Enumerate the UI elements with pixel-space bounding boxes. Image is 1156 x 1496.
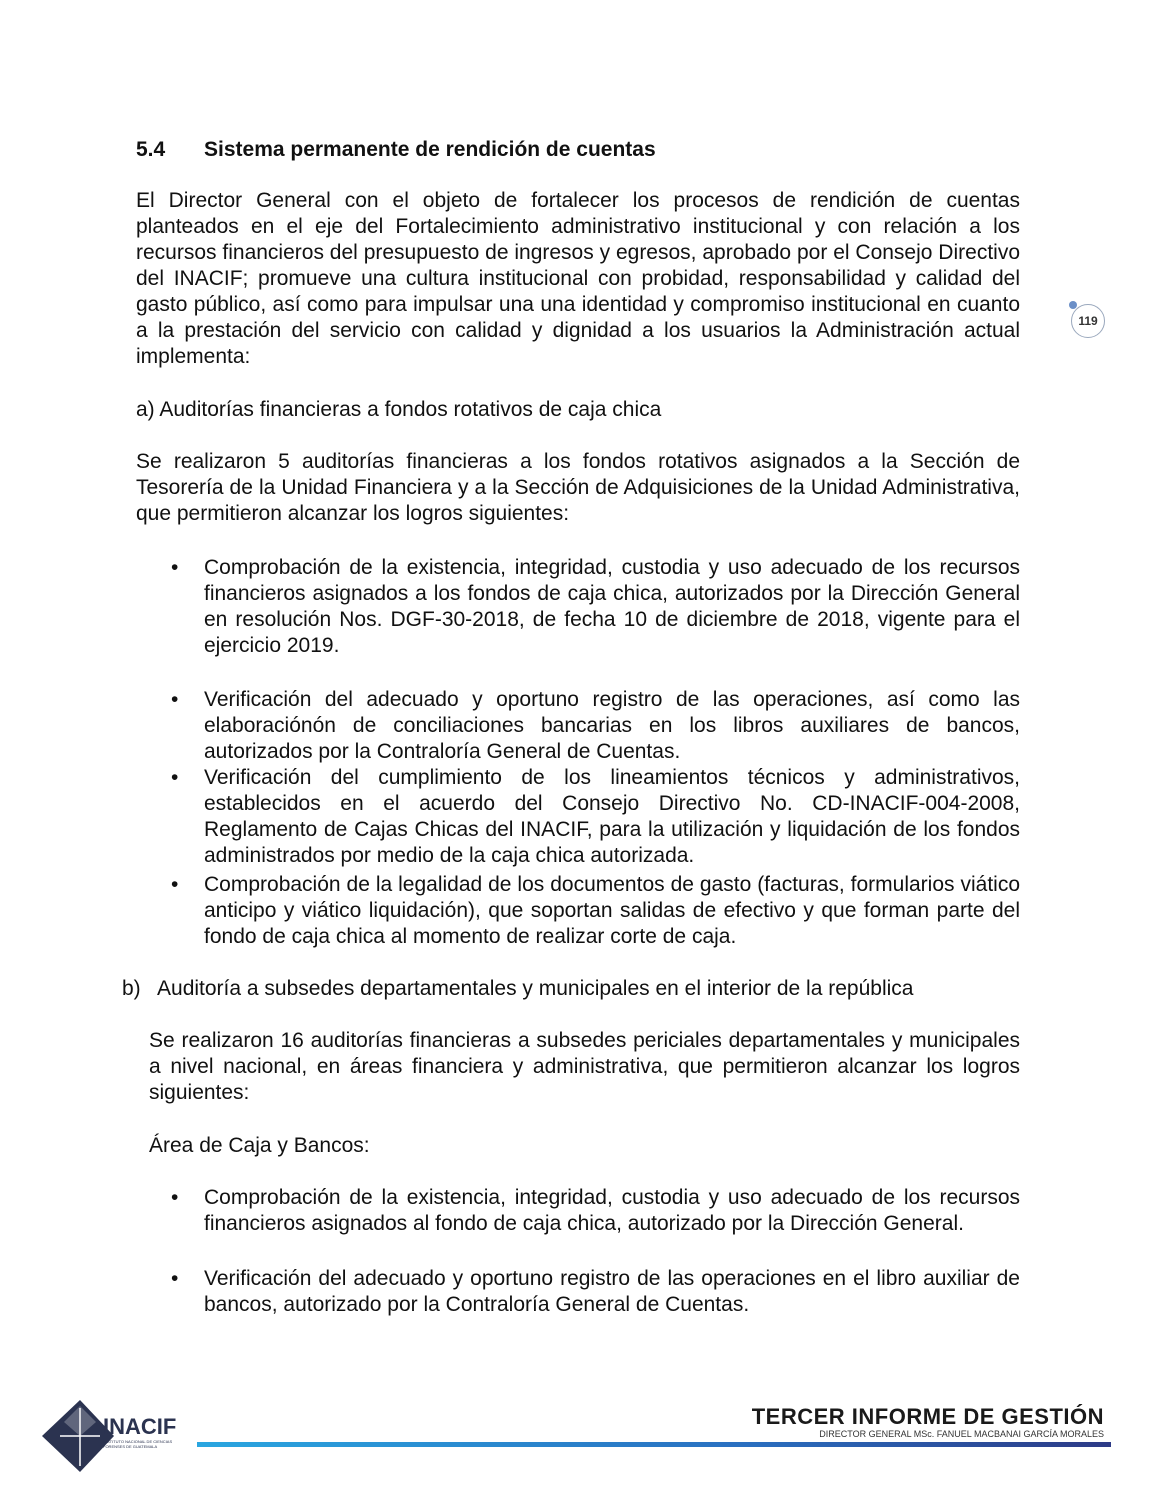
list-item: • Comprobación de la existencia, integridad, custodia y uso adecuado de los recursos financieros asignados al fondo de caja chica, autorizado por la Dirección General. xyxy=(204,1185,1020,1237)
footer-divider xyxy=(197,1442,1111,1447)
section-heading xyxy=(136,137,656,163)
logo-text: INACIF xyxy=(103,1414,177,1439)
subsection-a-paragraph: Se realizaron 5 auditorías financieras a los fondos rotativos asignados a la Sección de Tesorería de la Unidad Financiera y a la Sección de Adquisiciones de la Unidad Administrativa, que permitieron alcanzar los logros siguientes: xyxy=(136,450,1020,525)
page-number: 119 xyxy=(1078,314,1098,328)
list-item: • Comprobación de la legalidad de los documentos de gasto (facturas, formularios viático anticipo y viático liquidación), que soportan salidas de efectivo y que forman parte del fondo de caja chica al momento de realizar corte de caja. xyxy=(204,872,1020,950)
subsection-a-heading: a) Auditorías financieras a fondos rotativos de caja chica xyxy=(136,398,662,421)
subsection-b-paragraph: Se realizaron 16 auditorías financieras a subsedes periciales departamentales y municipales a nivel nacional, en áreas financiera y administrativa, que permitieron alcanzar los logros siguientes: xyxy=(149,1029,1020,1104)
section-title: Sistema permanente de rendición de cuentas xyxy=(204,138,656,161)
page-number-badge xyxy=(1071,304,1105,338)
list-item: • Verificación del adecuado y oportuno registro de las operaciones en el libro auxiliar de bancos, autorizado por la Contraloría General de Cuentas. xyxy=(204,1266,1020,1318)
footer-subtitle: DIRECTOR GENERAL MSc. FANUEL MACBANAI GARCÍA MORALES xyxy=(819,1429,1104,1439)
logo-subtext: INSTITUTO NACIONAL DE CIENCIAS FORENSES DE GUATEMALA xyxy=(103,1439,173,1449)
intro-paragraph: El Director General con el objeto de fortalecer los procesos de rendición de cuentas planteados en el eje del Fortalecimiento administrativo institucional y con relación a los recursos financieros del presupuesto de ingresos y egresos, aprobado por el Consejo Directivo del INACIF; promueve una cultura institucional con probidad, responsabilidad y calidad del gasto público, así como para impulsar una una identidad y compromiso institucional en cuanto a la prestación del servicio con calidad y dignidad a los usuarios la Administración actual implementa: xyxy=(136,189,1020,368)
section-number: 5.4 xyxy=(136,138,166,161)
list-item: • Verificación del cumplimiento de los lineamientos técnicos y administrativos, establecidos en el acuerdo del Consejo Directivo No. CD-INACIF-004-2008, Reglamento de Cajas Chicas del INACIF, para la utilización y liquidación de los fondos administrados por medio de la caja chica autorizada. xyxy=(204,765,1020,869)
badge-dot-icon xyxy=(1069,301,1077,309)
footer-title: TERCER INFORME DE GESTIÓN xyxy=(751,1404,1104,1429)
area-label: Área de Caja y Bancos: xyxy=(149,1134,370,1157)
list-item: • Comprobación de la existencia, integridad, custodia y uso adecuado de los recursos financieros asignados a los fondos de caja chica, autorizados por la Dirección General en resolución Nos. DGF-30-2018, de fecha 10 de diciembre de 2018, vigente para el ejercicio 2019. xyxy=(204,555,1020,659)
subsection-b-heading: b) Auditoría a subsedes departamentales y municipales en el interior de la república xyxy=(122,977,914,1000)
list-item: • Verificación del adecuado y oportuno registro de las operaciones, así como las elaboraciónón de conciliaciones bancarias en los libros auxiliares de bancos, autorizados por la Contraloría General de Cuentas. xyxy=(204,687,1020,765)
